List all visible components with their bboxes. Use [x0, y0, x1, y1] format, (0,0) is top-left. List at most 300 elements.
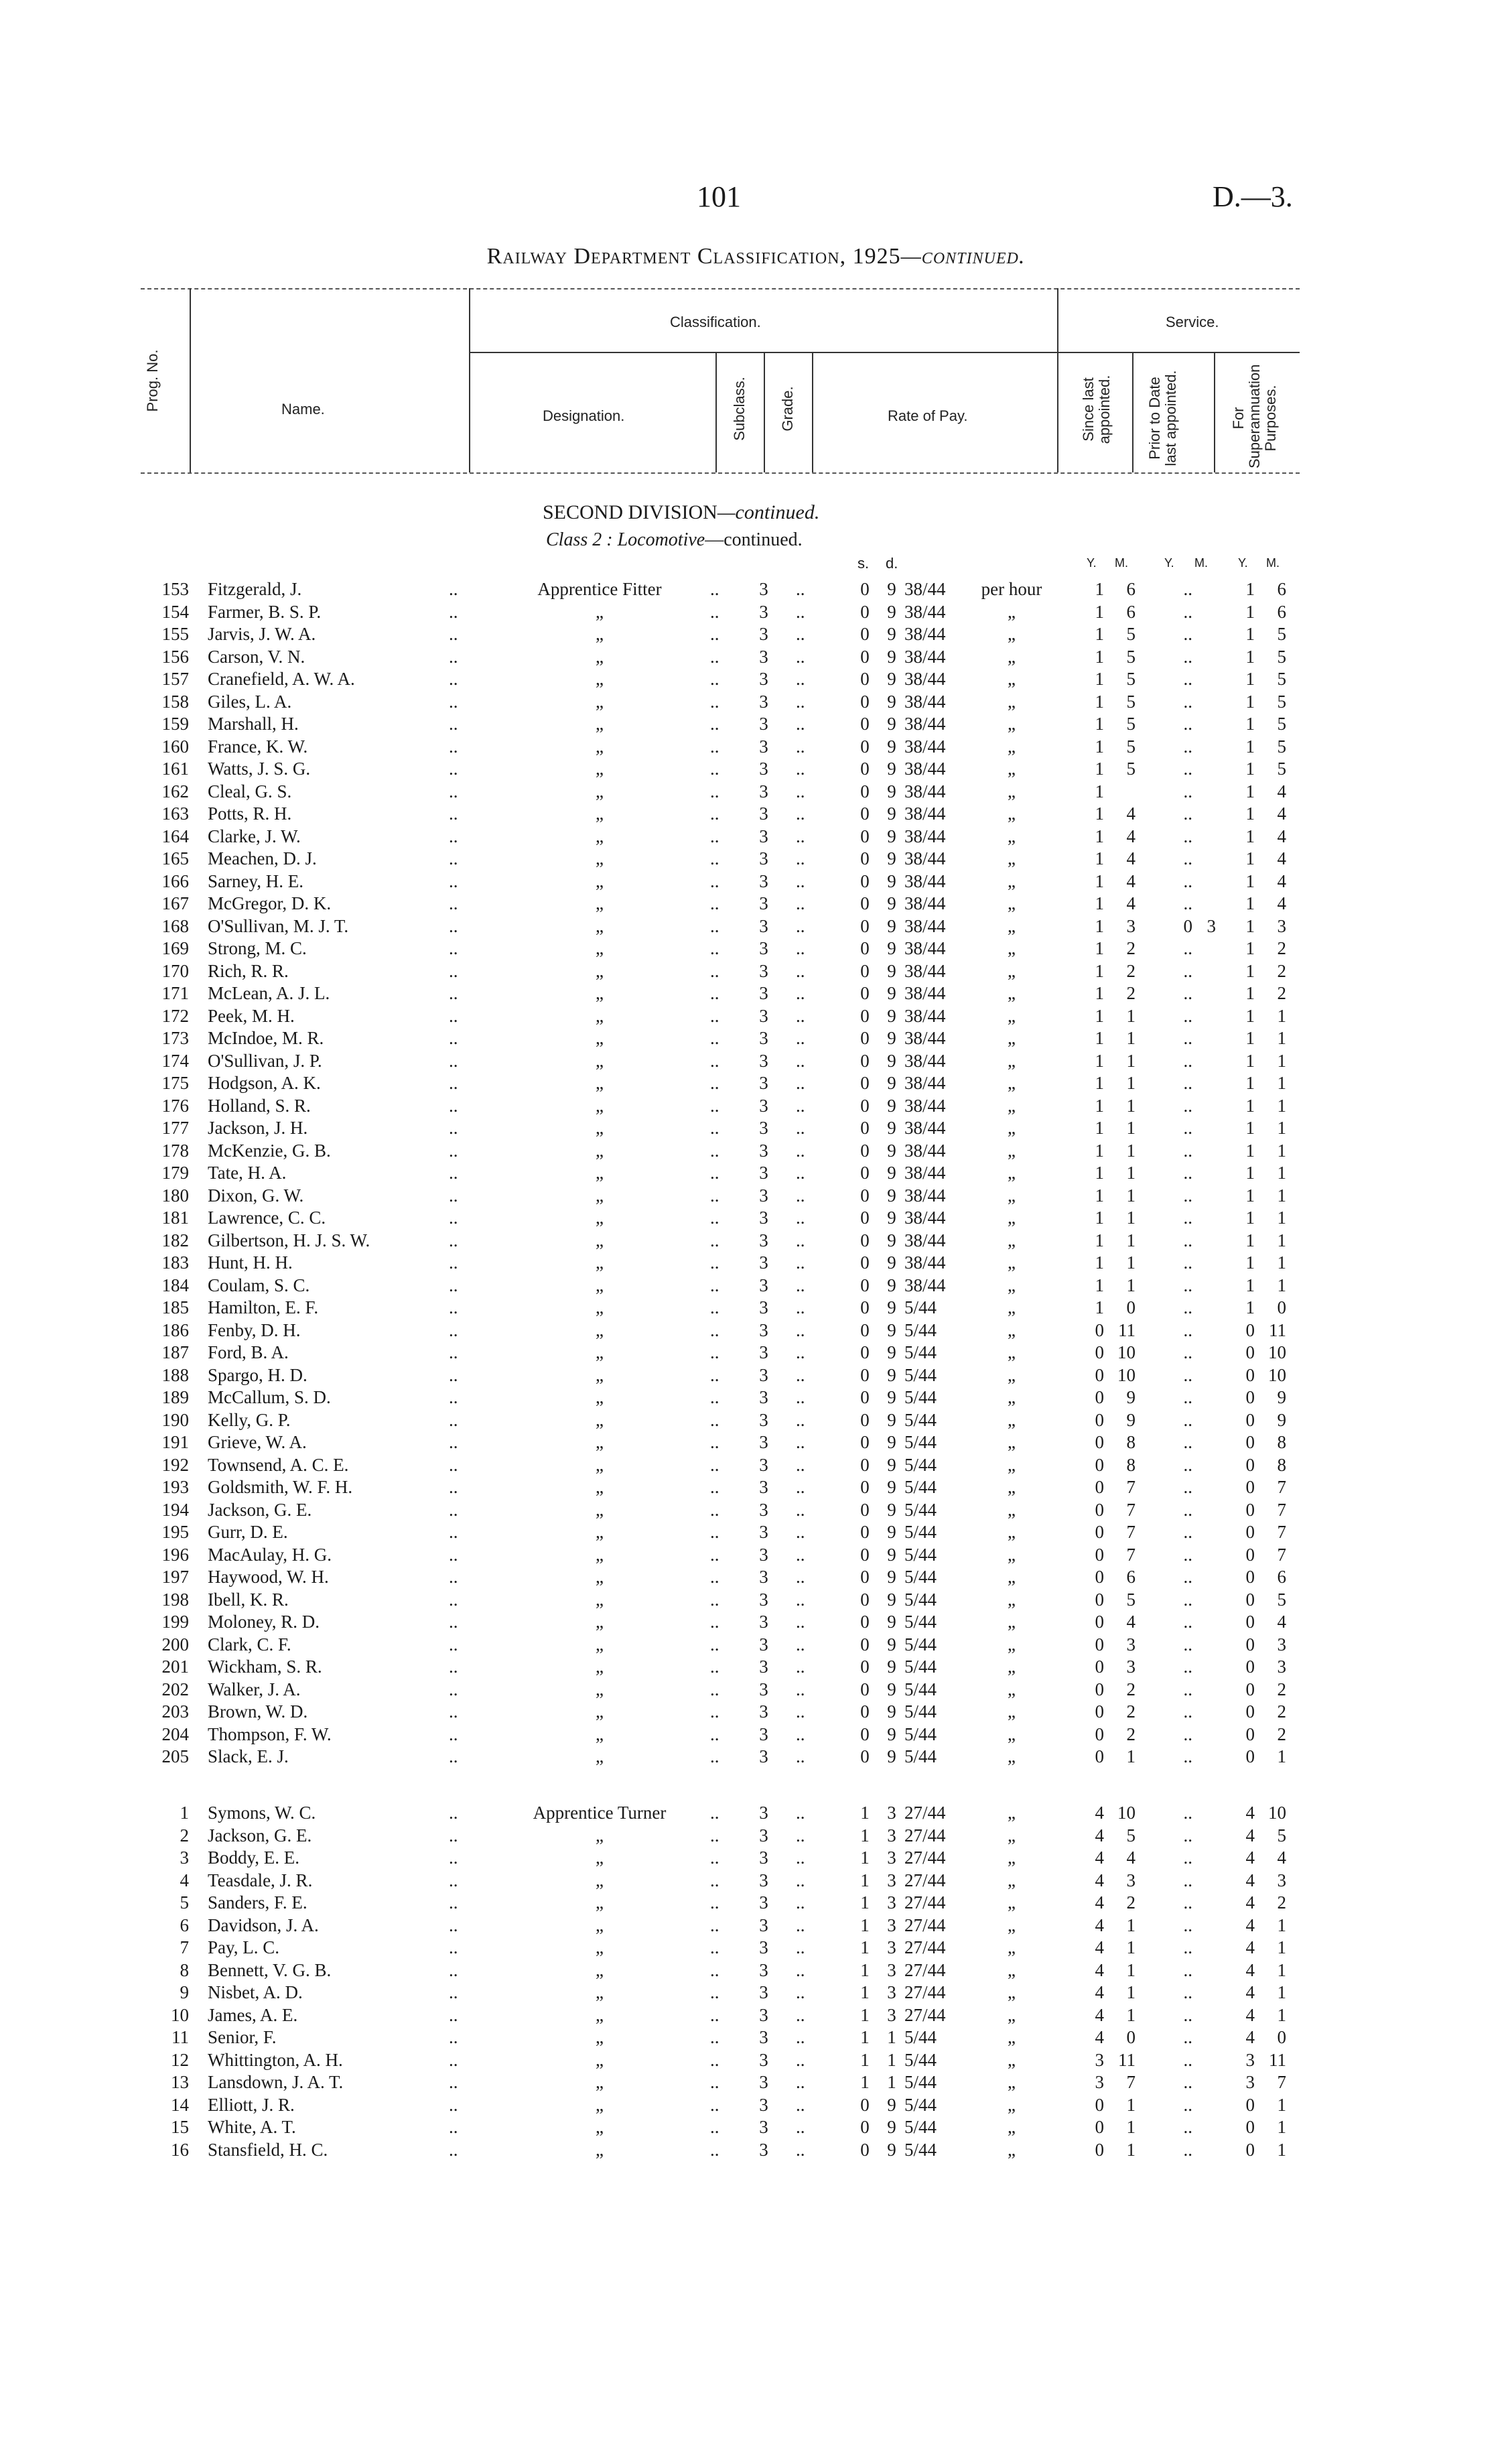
rate-fraction: 5/44	[904, 2139, 937, 2160]
subclass: 3	[759, 848, 768, 868]
rate-fraction: 5/44	[904, 1724, 937, 1744]
class-name: Locomotive	[617, 529, 705, 550]
employee-name: Pay, L. C.	[208, 1937, 279, 1957]
rate-shillings: 1	[860, 2004, 870, 2025]
since-last-years: 0	[1095, 1612, 1104, 1632]
superannuation-months: 1	[1277, 1230, 1286, 1250]
subclass: 3	[759, 1589, 768, 1610]
prog-no: 168	[161, 915, 189, 936]
since-last-months: 4	[1126, 826, 1136, 846]
superannuation-years: 0	[1245, 1724, 1255, 1744]
since-last-months: 1	[1126, 1140, 1136, 1161]
leader-dots: ..	[449, 1319, 458, 1340]
since-last-years: 1	[1095, 1028, 1104, 1048]
employee-name: Gilbertson, H. J. S. W.	[208, 1230, 370, 1250]
prog-no: 184	[161, 1275, 189, 1295]
prog-no: 15	[171, 2117, 189, 2137]
unit-months: M.	[1194, 556, 1208, 570]
table-row	[0, 1824, 1512, 1847]
leader-dots: ..	[449, 1544, 458, 1565]
since-last-years: 0	[1095, 1342, 1104, 1362]
superannuation-years: 0	[1245, 1454, 1255, 1475]
designation: „	[596, 2094, 604, 2115]
since-last-years: 1	[1095, 1230, 1104, 1250]
leader-dots: ..	[796, 1937, 805, 1957]
leader-dots: ..	[1183, 1567, 1192, 1587]
rate-period: „	[1008, 2117, 1016, 2137]
leader-dots: ..	[449, 1163, 458, 1183]
rate-shillings: 1	[860, 1937, 870, 1957]
employee-name: Ford, B. A.	[208, 1342, 289, 1362]
leader-dots: ..	[710, 2072, 719, 2092]
superannuation-months: 4	[1277, 781, 1286, 801]
employee-name: Thompson, F. W.	[208, 1724, 332, 1744]
table-row	[0, 780, 1512, 803]
rate-fraction: 38/44	[904, 601, 946, 622]
designation: „	[596, 1140, 604, 1161]
rate-fraction: 38/44	[904, 938, 946, 958]
leader-dots: ..	[449, 870, 458, 891]
superannuation-months: 4	[1277, 870, 1286, 891]
employee-name: Strong, M. C.	[208, 938, 307, 958]
designation: „	[596, 1275, 604, 1295]
prog-no: 10	[171, 2004, 189, 2025]
prior-years: 0	[1183, 915, 1192, 936]
table-row	[0, 1745, 1512, 1768]
leader-dots: ..	[449, 1522, 458, 1542]
document-code: D.—3.	[1213, 180, 1293, 213]
prior-months: 3	[1207, 915, 1216, 936]
superannuation-years: 1	[1245, 1073, 1255, 1093]
header-prior-to: Prior to Date last appointed.	[1146, 370, 1179, 466]
employee-name: Peek, M. H.	[208, 1005, 295, 1026]
rate-fraction: 27/44	[904, 1937, 946, 1957]
leader-dots: ..	[796, 1364, 805, 1385]
designation: „	[596, 1746, 604, 1766]
subclass: 3	[759, 2094, 768, 2115]
rate-shillings: 0	[860, 1634, 870, 1655]
superannuation-months: 1	[1277, 1746, 1286, 1766]
rate-pence: 3	[887, 1892, 896, 1913]
rate-shillings: 0	[860, 601, 870, 622]
employee-name: Elliott, J. R.	[208, 2094, 295, 2115]
leader-dots: ..	[449, 1095, 458, 1116]
designation: „	[596, 1937, 604, 1957]
superannuation-months: 1	[1277, 1982, 1286, 2002]
rate-fraction: 38/44	[904, 1095, 946, 1116]
superannuation-months: 1	[1277, 1959, 1286, 1980]
since-last-months: 1	[1126, 2094, 1136, 2115]
table-row	[0, 712, 1512, 735]
leader-dots: ..	[449, 938, 458, 958]
superannuation-months: 2	[1277, 960, 1286, 981]
superannuation-years: 1	[1245, 579, 1255, 599]
leader-dots: ..	[796, 1454, 805, 1475]
rate-shillings: 1	[860, 2072, 870, 2092]
leader-dots: ..	[796, 1589, 805, 1610]
leader-dots: ..	[796, 870, 805, 891]
prog-no: 205	[161, 1746, 189, 1766]
rate-shillings: 0	[860, 1522, 870, 1542]
leader-dots: ..	[1183, 1959, 1192, 1980]
employee-name: Giles, L. A.	[208, 691, 292, 712]
subclass: 3	[759, 646, 768, 667]
rate-period: „	[1008, 1959, 1016, 1980]
leader-dots: ..	[449, 960, 458, 981]
superannuation-months: 10	[1268, 1803, 1286, 1823]
rate-pence: 9	[887, 1612, 896, 1632]
leader-dots: ..	[449, 1073, 458, 1093]
leader-dots: ..	[710, 915, 719, 936]
rate-pence: 9	[887, 803, 896, 824]
subclass: 3	[759, 691, 768, 712]
leader-dots: ..	[1183, 1095, 1192, 1116]
divider	[1057, 288, 1058, 472]
leader-dots: ..	[449, 691, 458, 712]
superannuation-years: 0	[1245, 1589, 1255, 1610]
leader-dots: ..	[449, 714, 458, 734]
leader-dots: ..	[449, 1297, 458, 1317]
leader-dots: ..	[710, 1803, 719, 1823]
employee-name: Dixon, G. W.	[208, 1185, 304, 1206]
designation: „	[596, 1432, 604, 1452]
superannuation-years: 0	[1245, 1522, 1255, 1542]
rate-shillings: 0	[860, 1657, 870, 1677]
leader-dots: ..	[449, 848, 458, 868]
rate-shillings: 0	[860, 669, 870, 689]
page-title-main: Railway Department Classification, 1925	[486, 244, 901, 269]
since-last-months: 1	[1126, 1982, 1136, 2002]
prog-no: 191	[161, 1432, 189, 1452]
leader-dots: ..	[1183, 803, 1192, 824]
rate-pence: 9	[887, 1319, 896, 1340]
leader-dots: ..	[1183, 736, 1192, 757]
rate-pence: 3	[887, 1959, 896, 1980]
leader-dots: ..	[1183, 1679, 1192, 1699]
leader-dots: ..	[449, 759, 458, 779]
rate-shillings: 0	[860, 1118, 870, 1138]
superannuation-years: 1	[1245, 915, 1255, 936]
leader-dots: ..	[1183, 1028, 1192, 1048]
rate-shillings: 0	[860, 1499, 870, 1520]
leader-dots: ..	[710, 1567, 719, 1587]
leader-dots: ..	[1183, 781, 1192, 801]
since-last-years: 0	[1095, 1364, 1104, 1385]
table-row	[0, 1072, 1512, 1094]
superannuation-years: 1	[1245, 624, 1255, 644]
rate-shillings: 0	[860, 624, 870, 644]
table-row	[0, 1891, 1512, 1914]
unit-shillings: s.	[857, 555, 870, 572]
rate-period: „	[1008, 624, 1016, 644]
superannuation-months: 11	[1269, 1319, 1286, 1340]
since-last-years: 4	[1095, 1982, 1104, 2002]
designation: „	[596, 736, 604, 757]
rate-fraction: 5/44	[904, 2117, 937, 2137]
since-last-years: 0	[1095, 1499, 1104, 1520]
division-name: SECOND DIVISION	[543, 501, 717, 523]
subclass: 3	[759, 1005, 768, 1026]
rate-period: „	[1008, 848, 1016, 868]
since-last-years: 0	[1095, 1567, 1104, 1587]
since-last-months: 7	[1126, 1522, 1136, 1542]
employee-name: Potts, R. H.	[208, 803, 292, 824]
subclass: 3	[759, 2049, 768, 2070]
rate-pence: 9	[887, 1275, 896, 1295]
rate-pence: 9	[887, 736, 896, 757]
superannuation-months: 1	[1277, 1275, 1286, 1295]
rate-period: „	[1008, 1050, 1016, 1071]
leader-dots: ..	[449, 1937, 458, 1957]
employee-name: Lawrence, C. C.	[208, 1208, 326, 1228]
designation: „	[596, 1095, 604, 1116]
leader-dots: ..	[1183, 601, 1192, 622]
employee-name: Nisbet, A. D.	[208, 1982, 303, 2002]
since-last-years: 1	[1095, 983, 1104, 1003]
designation: „	[596, 1499, 604, 1520]
rate-fraction: 5/44	[904, 1342, 937, 1362]
rate-shillings: 0	[860, 1544, 870, 1565]
prog-no: 187	[161, 1342, 189, 1362]
rate-pence: 1	[887, 2072, 896, 2092]
rate-pence: 9	[887, 1409, 896, 1430]
designation: „	[596, 2139, 604, 2160]
rate-shillings: 0	[860, 646, 870, 667]
leader-dots: ..	[1183, 624, 1192, 644]
designation: „	[596, 960, 604, 981]
subclass: 3	[759, 1454, 768, 1475]
leader-dots: ..	[796, 1432, 805, 1452]
leader-dots: ..	[449, 1848, 458, 1868]
superannuation-years: 1	[1245, 1185, 1255, 1206]
subclass: 3	[759, 1432, 768, 1452]
designation: „	[596, 714, 604, 734]
superannuation-years: 4	[1245, 2027, 1255, 2047]
rate-period: „	[1008, 1825, 1016, 1845]
rate-pence: 9	[887, 1208, 896, 1228]
header-designation: Designation.	[543, 407, 625, 424]
rate-fraction: 38/44	[904, 624, 946, 644]
employee-name: Jackson, J. H.	[208, 1118, 308, 1138]
leader-dots: ..	[796, 579, 805, 599]
leader-dots: ..	[710, 691, 719, 712]
employee-name: Jarvis, J. W. A.	[208, 624, 316, 644]
leader-dots: ..	[449, 1432, 458, 1452]
leader-dots: ..	[796, 1701, 805, 1722]
since-last-years: 1	[1095, 1118, 1104, 1138]
subclass: 3	[759, 2027, 768, 2047]
since-last-years: 4	[1095, 1937, 1104, 1957]
rate-shillings: 0	[860, 938, 870, 958]
leader-dots: ..	[710, 960, 719, 981]
superannuation-years: 1	[1245, 1163, 1255, 1183]
leader-dots: ..	[796, 915, 805, 936]
since-last-months: 3	[1126, 1657, 1136, 1677]
rate-fraction: 38/44	[904, 1252, 946, 1273]
superannuation-months: 1	[1277, 1185, 1286, 1206]
rate-period: „	[1008, 759, 1016, 779]
superannuation-months: 2	[1277, 983, 1286, 1003]
since-last-months: 4	[1126, 870, 1136, 891]
rate-period: „	[1008, 960, 1016, 981]
table-row	[0, 915, 1512, 937]
leader-dots: ..	[796, 826, 805, 846]
leader-dots: ..	[796, 1634, 805, 1655]
leader-dots: ..	[710, 870, 719, 891]
since-last-months: 1	[1126, 1028, 1136, 1048]
subclass: 3	[759, 1342, 768, 1362]
employee-name: Senior, F.	[208, 2027, 277, 2047]
leader-dots: ..	[710, 1230, 719, 1250]
leader-dots: ..	[449, 915, 458, 936]
unit-years: Y.	[1087, 556, 1097, 570]
rate-fraction: 38/44	[904, 848, 946, 868]
rate-shillings: 0	[860, 1185, 870, 1206]
designation: „	[596, 1230, 604, 1250]
rate-pence: 3	[887, 2004, 896, 2025]
rate-period: „	[1008, 1275, 1016, 1295]
superannuation-years: 1	[1245, 848, 1255, 868]
designation: „	[596, 1848, 604, 1868]
employee-name: O'Sullivan, J. P.	[208, 1050, 322, 1071]
superannuation-months: 3	[1277, 1634, 1286, 1655]
employee-name: Sarney, H. E.	[208, 870, 303, 891]
rate-period: „	[1008, 1803, 1016, 1823]
since-last-months: 4	[1126, 803, 1136, 824]
table-row	[0, 690, 1512, 713]
rate-shillings: 0	[860, 1387, 870, 1407]
superannuation-months: 1	[1277, 1208, 1286, 1228]
superannuation-months: 7	[1277, 1544, 1286, 1565]
superannuation-years: 1	[1245, 1005, 1255, 1026]
since-last-years: 0	[1095, 1409, 1104, 1430]
rate-period: „	[1008, 1432, 1016, 1452]
superannuation-months: 5	[1277, 646, 1286, 667]
rate-period: „	[1008, 1937, 1016, 1957]
employee-name: Meachen, D. J.	[208, 848, 317, 868]
since-last-years: 4	[1095, 1825, 1104, 1845]
subclass: 3	[759, 1118, 768, 1138]
rate-shillings: 0	[860, 1297, 870, 1317]
employee-name: McIndoe, M. R.	[208, 1028, 324, 1048]
table-row	[0, 1116, 1512, 1139]
leader-dots: ..	[449, 2094, 458, 2115]
since-last-years: 0	[1095, 1544, 1104, 1565]
rate-period: „	[1008, 938, 1016, 958]
since-last-months: 5	[1126, 759, 1136, 779]
rate-period: „	[1008, 1746, 1016, 1766]
leader-dots: ..	[796, 1915, 805, 1935]
since-last-years: 4	[1095, 1870, 1104, 1890]
leader-dots: ..	[710, 1589, 719, 1610]
designation: „	[596, 1679, 604, 1699]
leader-dots: ..	[1183, 759, 1192, 779]
rate-shillings: 0	[860, 826, 870, 846]
leader-dots: ..	[449, 2139, 458, 2160]
rate-period: „	[1008, 1073, 1016, 1093]
leader-dots: ..	[1183, 2139, 1192, 2160]
rate-fraction: 5/44	[904, 1634, 937, 1655]
superannuation-years: 0	[1245, 1612, 1255, 1632]
table-row	[0, 578, 1512, 600]
rate-pence: 9	[887, 1140, 896, 1161]
designation: „	[596, 759, 604, 779]
since-last-months: 1	[1126, 1746, 1136, 1766]
subclass: 3	[759, 759, 768, 779]
since-last-years: 0	[1095, 2139, 1104, 2160]
rate-fraction: 38/44	[904, 669, 946, 689]
leader-dots: ..	[796, 1073, 805, 1093]
since-last-years: 1	[1095, 848, 1104, 868]
rate-pence: 9	[887, 1657, 896, 1677]
designation: „	[596, 1073, 604, 1093]
leader-dots: ..	[1183, 1185, 1192, 1206]
leader-dots: ..	[449, 579, 458, 599]
since-last-months: 9	[1126, 1387, 1136, 1407]
leader-dots: ..	[710, 781, 719, 801]
leader-dots: ..	[796, 2094, 805, 2115]
leader-dots: ..	[710, 1163, 719, 1183]
superannuation-years: 4	[1245, 1803, 1255, 1823]
leader-dots: ..	[449, 1825, 458, 1845]
superannuation-months: 0	[1277, 2027, 1286, 2047]
rate-shillings: 0	[860, 1050, 870, 1071]
superannuation-months: 1	[1277, 2094, 1286, 2115]
employee-name: Slack, E. J.	[208, 1746, 289, 1766]
superannuation-months: 4	[1277, 1848, 1286, 1868]
leader-dots: ..	[449, 2049, 458, 2070]
leader-dots: ..	[796, 1959, 805, 1980]
superannuation-months: 2	[1277, 1701, 1286, 1722]
leader-dots: ..	[449, 1140, 458, 1161]
prog-no: 4	[180, 1870, 189, 1890]
employee-name: Lansdown, J. A. T.	[208, 2072, 344, 2092]
rate-pence: 9	[887, 669, 896, 689]
since-last-years: 1	[1095, 938, 1104, 958]
rate-fraction: 38/44	[904, 736, 946, 757]
designation: „	[596, 1050, 604, 1071]
since-last-years: 1	[1095, 691, 1104, 712]
header-prog-no: Prog. No.	[144, 349, 161, 412]
designation: „	[596, 781, 604, 801]
rate-fraction: 38/44	[904, 714, 946, 734]
superannuation-years: 0	[1245, 1364, 1255, 1385]
rate-fraction: 5/44	[904, 1679, 937, 1699]
leader-dots: ..	[710, 1892, 719, 1913]
unit-months: M.	[1115, 556, 1128, 570]
subclass: 3	[759, 870, 768, 891]
rate-pence: 9	[887, 893, 896, 913]
rate-shillings: 1	[860, 1982, 870, 2002]
rate-period: „	[1008, 1612, 1016, 1632]
rate-fraction: 38/44	[904, 915, 946, 936]
rate-fraction: 5/44	[904, 2094, 937, 2115]
rate-shillings: 0	[860, 759, 870, 779]
rate-fraction: 5/44	[904, 1319, 937, 1340]
since-last-months: 4	[1126, 848, 1136, 868]
designation: „	[596, 826, 604, 846]
leader-dots: ..	[1183, 1477, 1192, 1497]
employee-name: Farmer, B. S. P.	[208, 601, 322, 622]
prog-no: 1	[180, 1803, 189, 1823]
subclass: 3	[759, 1499, 768, 1520]
prog-no: 182	[161, 1230, 189, 1250]
leader-dots: ..	[1183, 1005, 1192, 1026]
rate-pence: 3	[887, 1982, 896, 2002]
table-row	[0, 1936, 1512, 1959]
leader-dots: ..	[796, 1028, 805, 1048]
designation: „	[596, 1387, 604, 1407]
